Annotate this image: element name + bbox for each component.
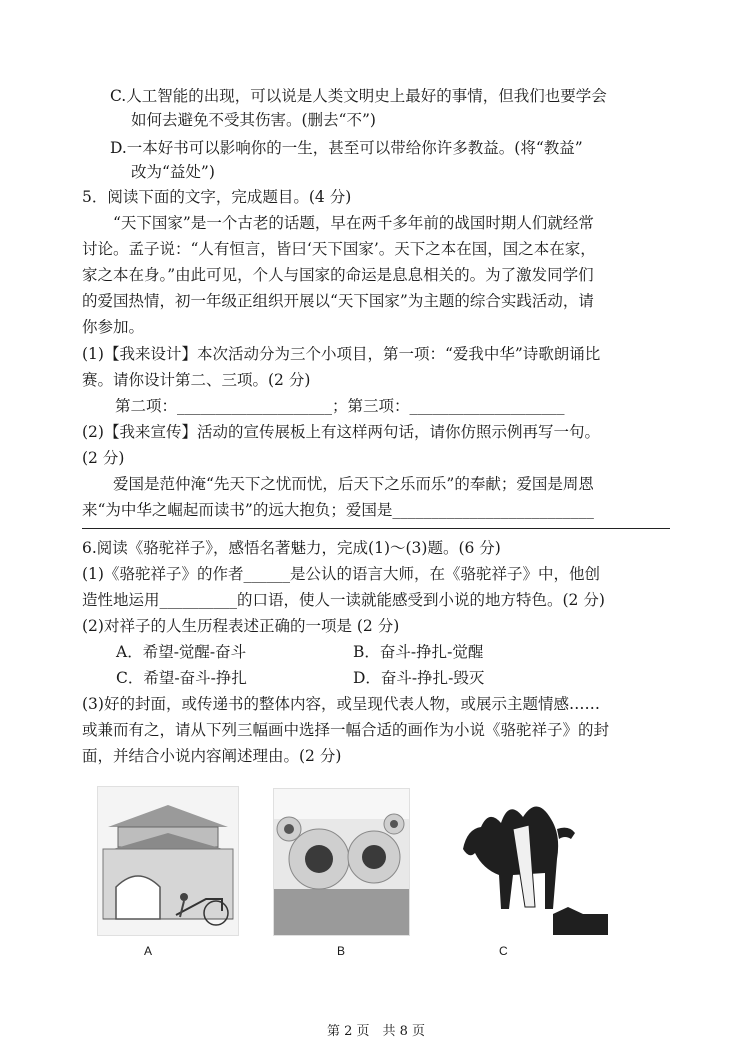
cover-image-c: [452, 788, 609, 936]
q6-subq-3-line-2: 或兼而有之，请从下列三幅画中选择一幅合适的画作为小说《骆驼祥子》的封: [82, 721, 610, 739]
option-d-line-2: 改为“益处”): [131, 163, 215, 181]
cover-image-b: [273, 788, 410, 936]
choice-d: D．奋斗-挣扎-毁灭: [353, 669, 485, 687]
q6-subq-3-line-3: 面，并结合小说内容阐述理由。(2 分): [82, 747, 342, 765]
option-c-line-2: 如何去避免不受其伤害。(删去“不”): [131, 111, 376, 129]
subq-1-line-1: (1)【我来设计】本次活动分为三个小项目，第一项：“爱我中华”诗歌朗诵比: [82, 345, 601, 363]
passage-line-3: 家之本在身。”由此可见，个人与国家的命运是息息相关的。为了激发同学们: [82, 266, 594, 284]
q6-subq-2: (2)对祥子的人生历程表述正确的一项是 (2 分): [82, 617, 400, 635]
question-6-heading: 6.阅读《骆驼祥子》，感悟名著魅力，完成(1)～(3)题。(6 分): [82, 539, 501, 557]
passage-line-4: 的爱国热情，初一年级正组织开展以“天下国家”为主题的综合实践活动，请: [82, 292, 594, 310]
subq-2-example-2: 来“为中华之崛起而读书”的远大抱负；爱国是__________________________: [82, 501, 594, 519]
answer-blank-line: [82, 528, 670, 529]
question-5-heading: 5．阅读下面的文字，完成题目。(4 分): [82, 188, 352, 206]
choice-b: B．奋斗-挣扎-觉醒: [353, 643, 484, 661]
sunflower-illustration: [274, 789, 409, 935]
option-c-line-1: C.人工智能的出现，可以说是人类文明史上最好的事情，但我们也要学会: [110, 87, 607, 105]
subq-2-line-1: (2)【我来宣传】活动的宣传展板上有这样两句话，请你仿照示例再写一句。: [82, 423, 600, 441]
choice-a: A．希望-觉醒-奋斗: [116, 643, 247, 661]
camel-silhouette-illustration: [453, 789, 608, 935]
subq-1-answer-blanks: 第二项：____________________；第三项：____________________: [115, 397, 565, 415]
passage-line-5: 你参加。: [82, 318, 145, 336]
q6-subq-1-line-1: (1)《骆驼祥子》的作者______是公认的语言大师，在《骆驼祥子》中，他创: [82, 565, 600, 583]
subq-2-example-1: 爱国是范仲淹“先天下之忧而忧，后天下之乐而乐”的奉献；爱国是周恩: [113, 475, 594, 493]
page-footer: 第 2 页 共 8 页: [326, 1024, 426, 1039]
image-c-label: C: [499, 944, 508, 958]
q6-subq-3-line-1: (3)好的封面，或传递书的整体内容，或呈现代表人物，或展示主题情感……: [82, 695, 600, 713]
city-gate-illustration: [98, 787, 238, 935]
option-d-line-1: D.一本好书可以影响你的一生，甚至可以带给你许多教益。(将“教益”: [110, 139, 583, 157]
image-b-label: B: [337, 944, 346, 958]
subq-1-line-2: 赛。请你设计第二、三项。(2 分): [82, 371, 311, 389]
passage-line-1: “天下国家”是一个古老的话题，早在两千多年前的战国时期人们就经常: [113, 214, 594, 232]
choice-c: C．希望-奋斗-挣扎: [116, 669, 247, 687]
q6-subq-1-line-2: 造性地运用__________的口语，使人一读就能感受到小说的地方特色。(2 分): [82, 591, 605, 609]
cover-image-a: [97, 786, 239, 936]
image-a-label: A: [144, 944, 153, 958]
subq-2-line-2: (2 分): [82, 449, 125, 467]
passage-line-2: 讨论。孟子说：“人有恒言，皆曰‘天下国家’。天下之本在国，国之本在家，: [82, 240, 596, 258]
